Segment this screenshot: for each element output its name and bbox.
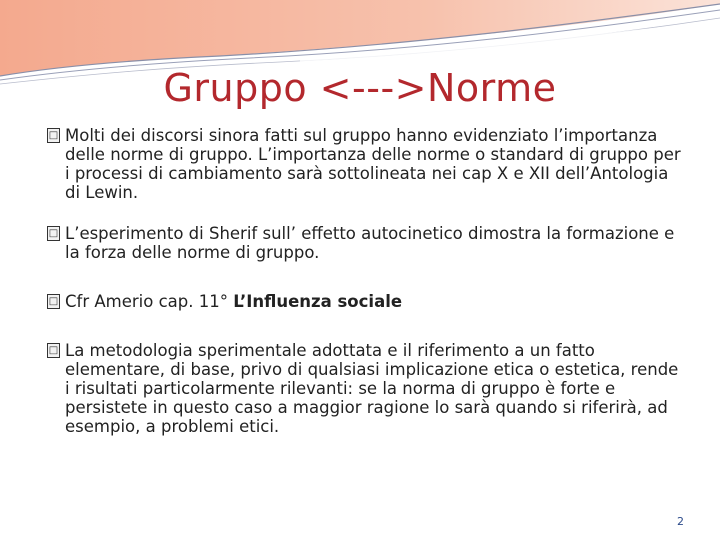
paragraph-3-text: Cfr Amerio cap. 11° <box>65 292 234 311</box>
missing-glyph-bullet-icon: □ <box>48 228 59 239</box>
paragraph-3-bold-text: L’Influenza sociale <box>233 292 403 311</box>
paragraph-4-text: La metodologia sperimentale adottata e il riferimento a un fatto elementare, di base, privo di qualsiasi implicazione etica o estetica, rende i risultati particolarmente rilevanti: se la norma di gruppo è forte e persistete in questo caso a maggior ragione lo sarà quando si riferirà, ad esempio, a problemi etici. <box>65 341 679 436</box>
paragraph-2-text: L’esperimento di Sherif sull’ effetto autocinetico dimostra la formazione e la forza delle norme di gruppo. <box>65 224 675 262</box>
bullet-paragraph-2 <box>47 224 687 262</box>
page-number: 2 <box>677 515 684 528</box>
missing-glyph-bullet-icon: □ <box>48 130 59 141</box>
slide-body <box>47 126 687 436</box>
missing-glyph-bullet-icon: □ <box>48 345 59 356</box>
bullet-paragraph-4 <box>47 341 687 436</box>
bullet-paragraph-1 <box>47 126 687 202</box>
slide-title: Gruppo <--->Norme <box>163 66 557 110</box>
paragraph-1-text: Molti dei discorsi sinora fatti sul gruppo hanno evidenziato l’importanza delle norme di gruppo. L’importanza delle norme o standard di gruppo per i processi di cambiamento sarà sottolineata nei cap X e XII dell’Antologia di Lewin. <box>65 126 681 202</box>
missing-glyph-bullet-icon: □ <box>48 296 59 307</box>
bullet-paragraph-3 <box>47 292 687 311</box>
